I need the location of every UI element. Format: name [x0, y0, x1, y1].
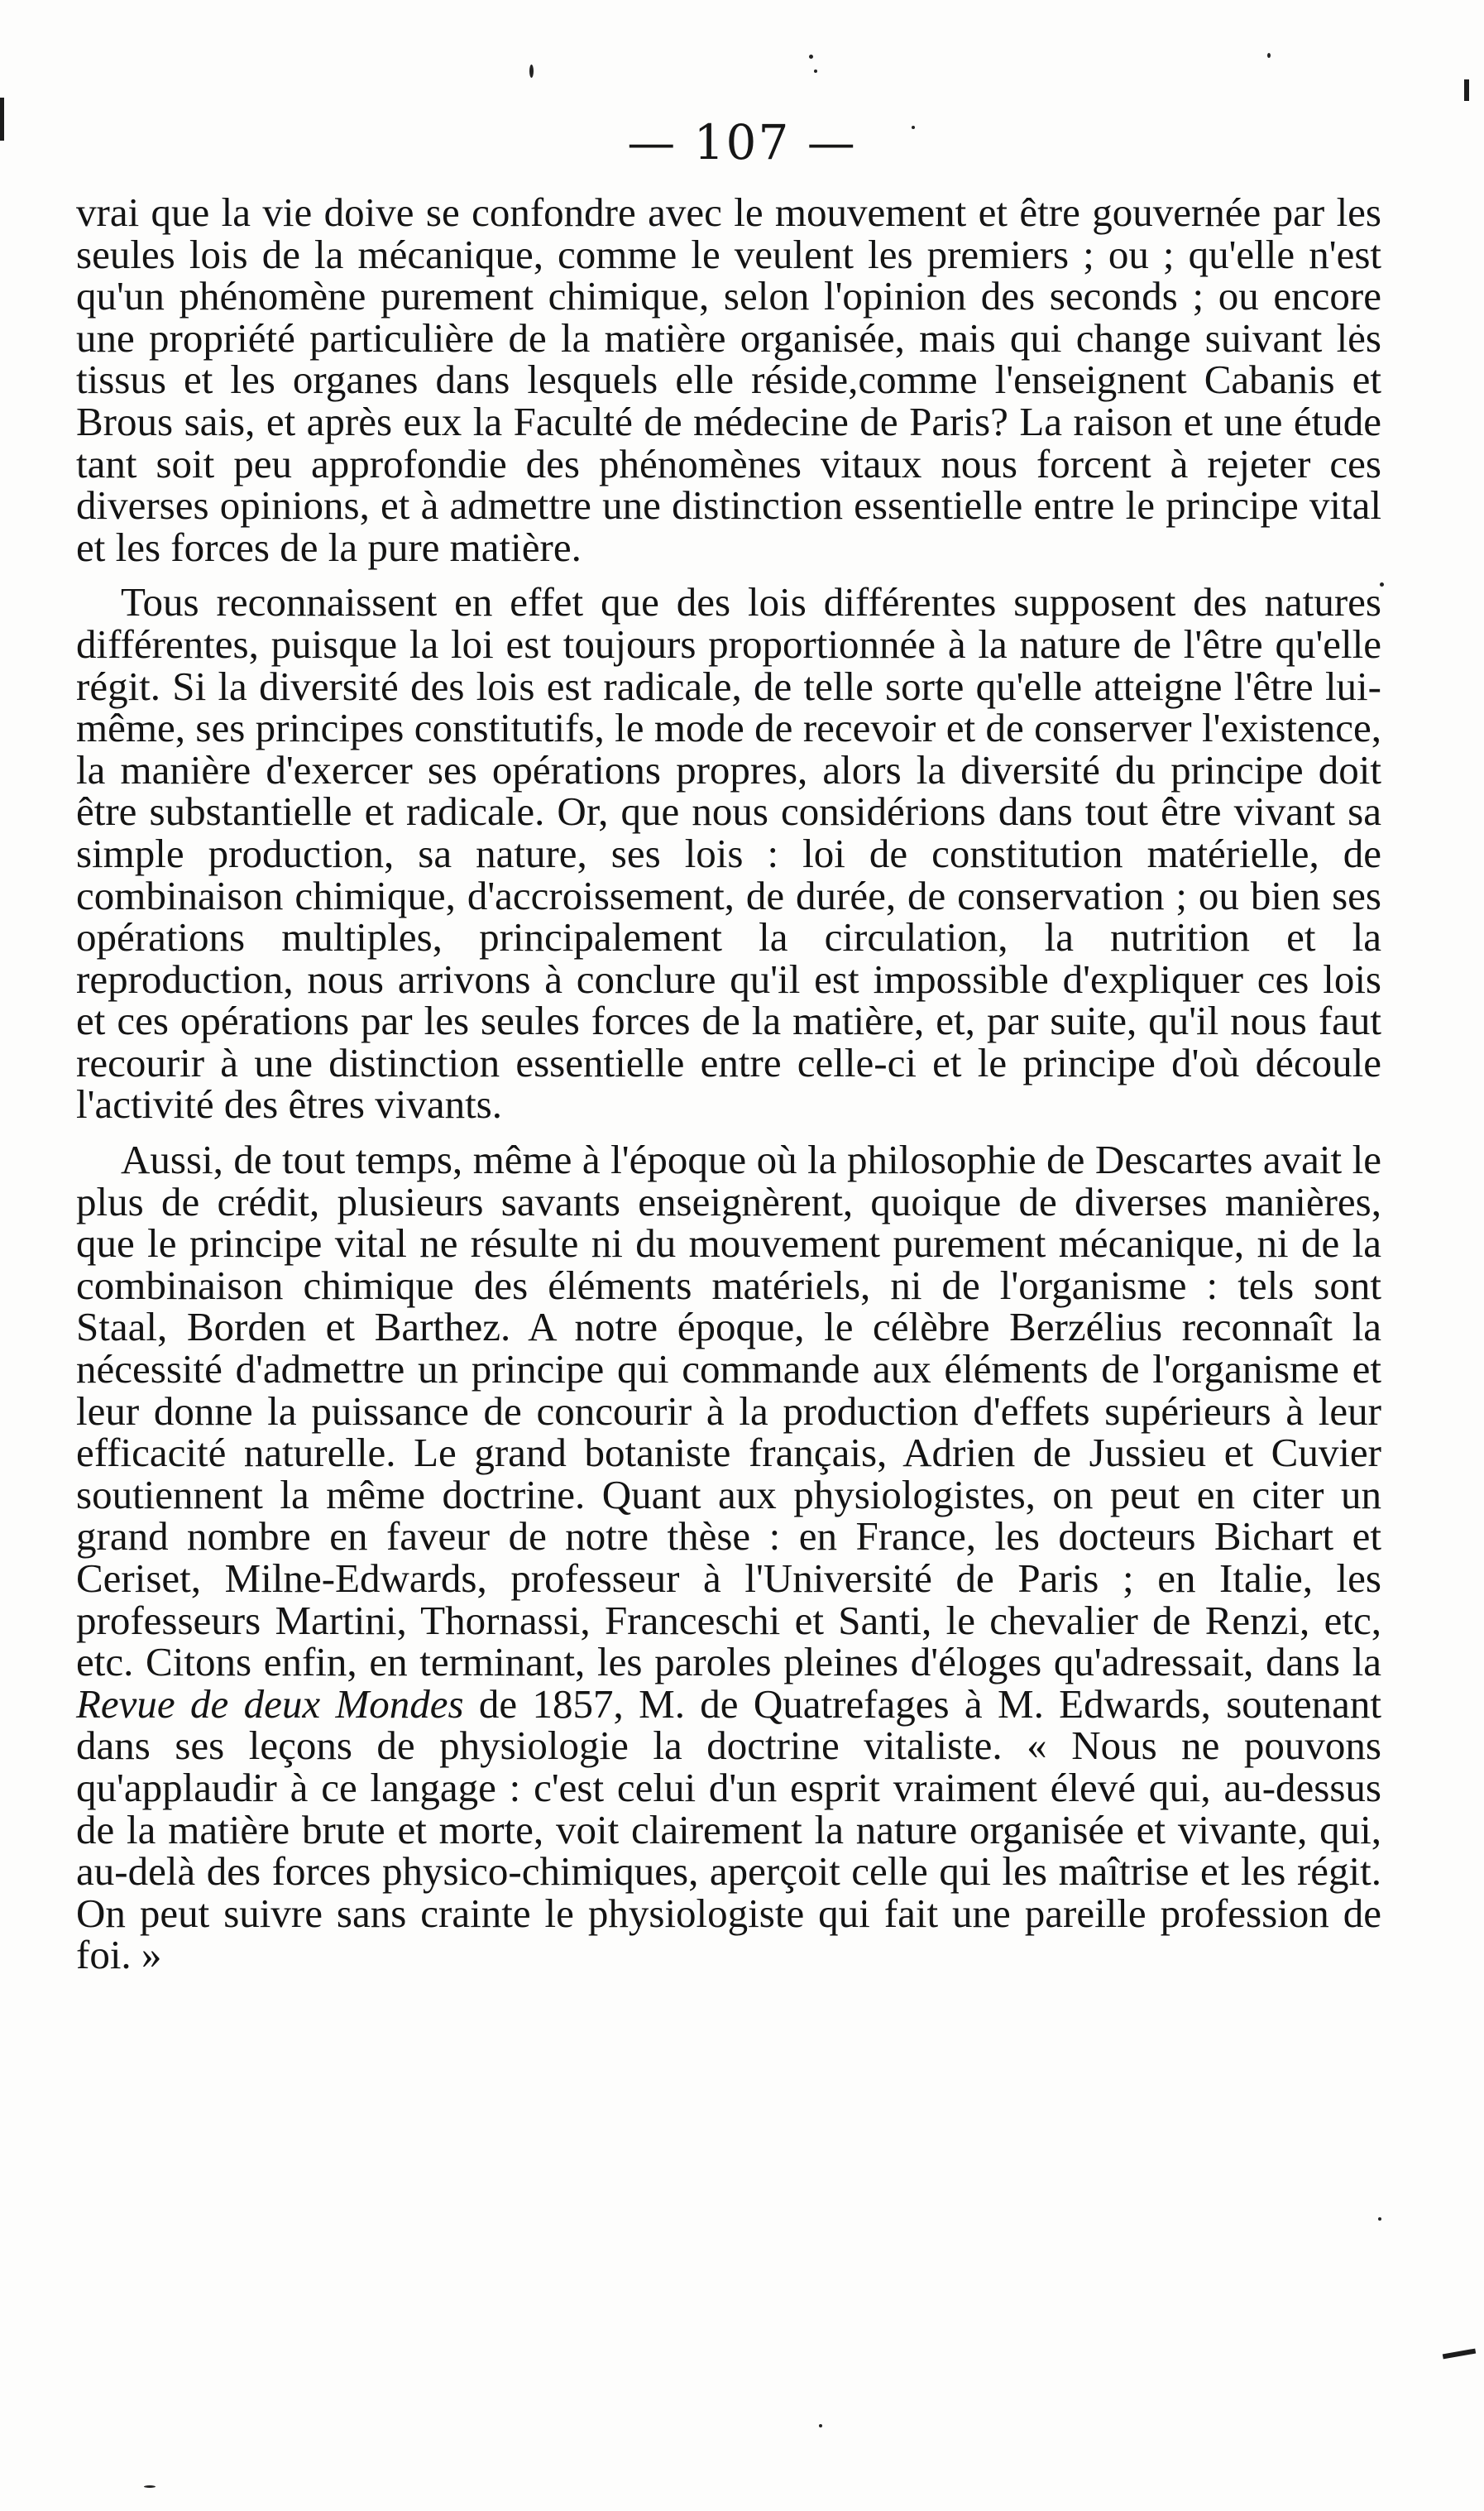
- page-number: — 107 —: [627, 114, 857, 170]
- paragraph-3: [76, 1139, 1381, 1977]
- paragraph-3-text-start: Aussi, de tout temps, même à l'époque où la philosophie de Descartes avait le plus de crédit, plusieurs savants enseignèrent, quoique de diverses manières, que le principe vital ne résulte ni du mouvement purement mécanique, ni de la combinaison chimique des éléments matériels, ni de l'organisme : tels sont Staal, Borden et Barthez. A notre époque, le célèbre Berzélius reconnaît la nécessité d'admettre un principe qui commande aux éléments de l'organisme et leur donne la puissance de concourir à la production d'effets supérieurs à leur efficacité naturelle. Le grand botaniste français, Adrien de Jussieu et Cuvier soutiennent la même doctrine. Quant aux physiologistes, on peut en citer un grand nombre en faveur de notre thèse : en France, les docteurs Bichart et Ceriset, Milne-Edwards, professeur à l'Université de Paris ; en Italie, les professeurs Martini, Thornassi, Franceschi et Santi, le chevalier de Renzi, etc, etc. Citons enfin, en terminant, les paroles pleines d'éloges qu'adressait, dans la: [76, 1137, 1381, 1685]
- scan-speck: [144, 2485, 156, 2488]
- journal-title: Revue de deux Mondes: [76, 1680, 464, 1727]
- scan-speck: [814, 69, 817, 73]
- paragraph-1: vrai que la vie doive se confondre avec le mouvement et être gouvernée par les seules lois de la mécanique, comme le veulent les premiers ; ou ; qu'elle n'est qu'un phénomène purement chimique, selon l'opinion des seconds ; ou encore une propriété particulière de la matière organisée, mais qui change suivant les tissus et les organes dans lesquels elle réside,comme l'enseignent Cabanis et Brous sais, et après eux la Faculté de médecine de Paris? La raison et une étude tant soit peu approfondie des phénomènes vitaux nous forcent à rejeter ces diverses opinions, et à admettre une distinction essentielle entre le principe vital et les forces de la pure matière.: [76, 189, 1381, 570]
- scan-edge-mark: [1443, 2349, 1476, 2360]
- scan-speck: [809, 55, 813, 59]
- paragraph-3-text-end: de 1857, M. de Quatrefages à M. Edwards, soutenant dans ses leçons de physiologie la doctrine vitaliste. « Nous ne pouvons qu'applaudir à ce langage : c'est celui d'un esprit vraiment élevé qui, au-dessus de la matière brute et morte, voit clairement la nature organisée et vivante, qui, au-delà des forces physico-chimiques, aperçoit celle qui les maîtrise et les régit. On peut suivre sans crainte le physiologiste qui fait une pareille profession de foi. »: [76, 1680, 1382, 1978]
- scan-speck: [819, 2424, 822, 2427]
- body-text: [76, 189, 1382, 1978]
- scan-speck: [1267, 53, 1271, 58]
- paragraph-2: Tous reconnaissent en effet que des lois différentes supposent des natures différentes, puisque la loi est toujours proportionnée à la nature de l'être qu'elle régit. Si la diversité des lois est radicale, de telle sorte qu'elle atteigne l'être lui-même, ses principes constitutifs, le mode de recevoir et de conserver l'existence, la manière d'exercer ses opérations propres, alors la diversité du principe doit être substantielle et radicale. Or, que nous considérions dans tout être vivant sa simple production, sa nature, ses lois : loi de constitution matérielle, de combinaison chimique, d'accroissement, de durée, de conservation ; ou bien ses opérations multiples, principalement la circulation, la nutrition et la reproduction, nous arrivons à conclure qu'il est impossible d'expliquer ces lois et ces opérations par les seules forces de la matière, et, par suite, qu'il nous faut recourir à une distinction essentielle entre celle-ci et le principe d'où découle l'activité des êtres vivants.: [76, 579, 1381, 1128]
- scan-speck: [1378, 2217, 1381, 2221]
- scan-speck: [529, 65, 534, 78]
- scan-edge-mark: [1464, 79, 1469, 101]
